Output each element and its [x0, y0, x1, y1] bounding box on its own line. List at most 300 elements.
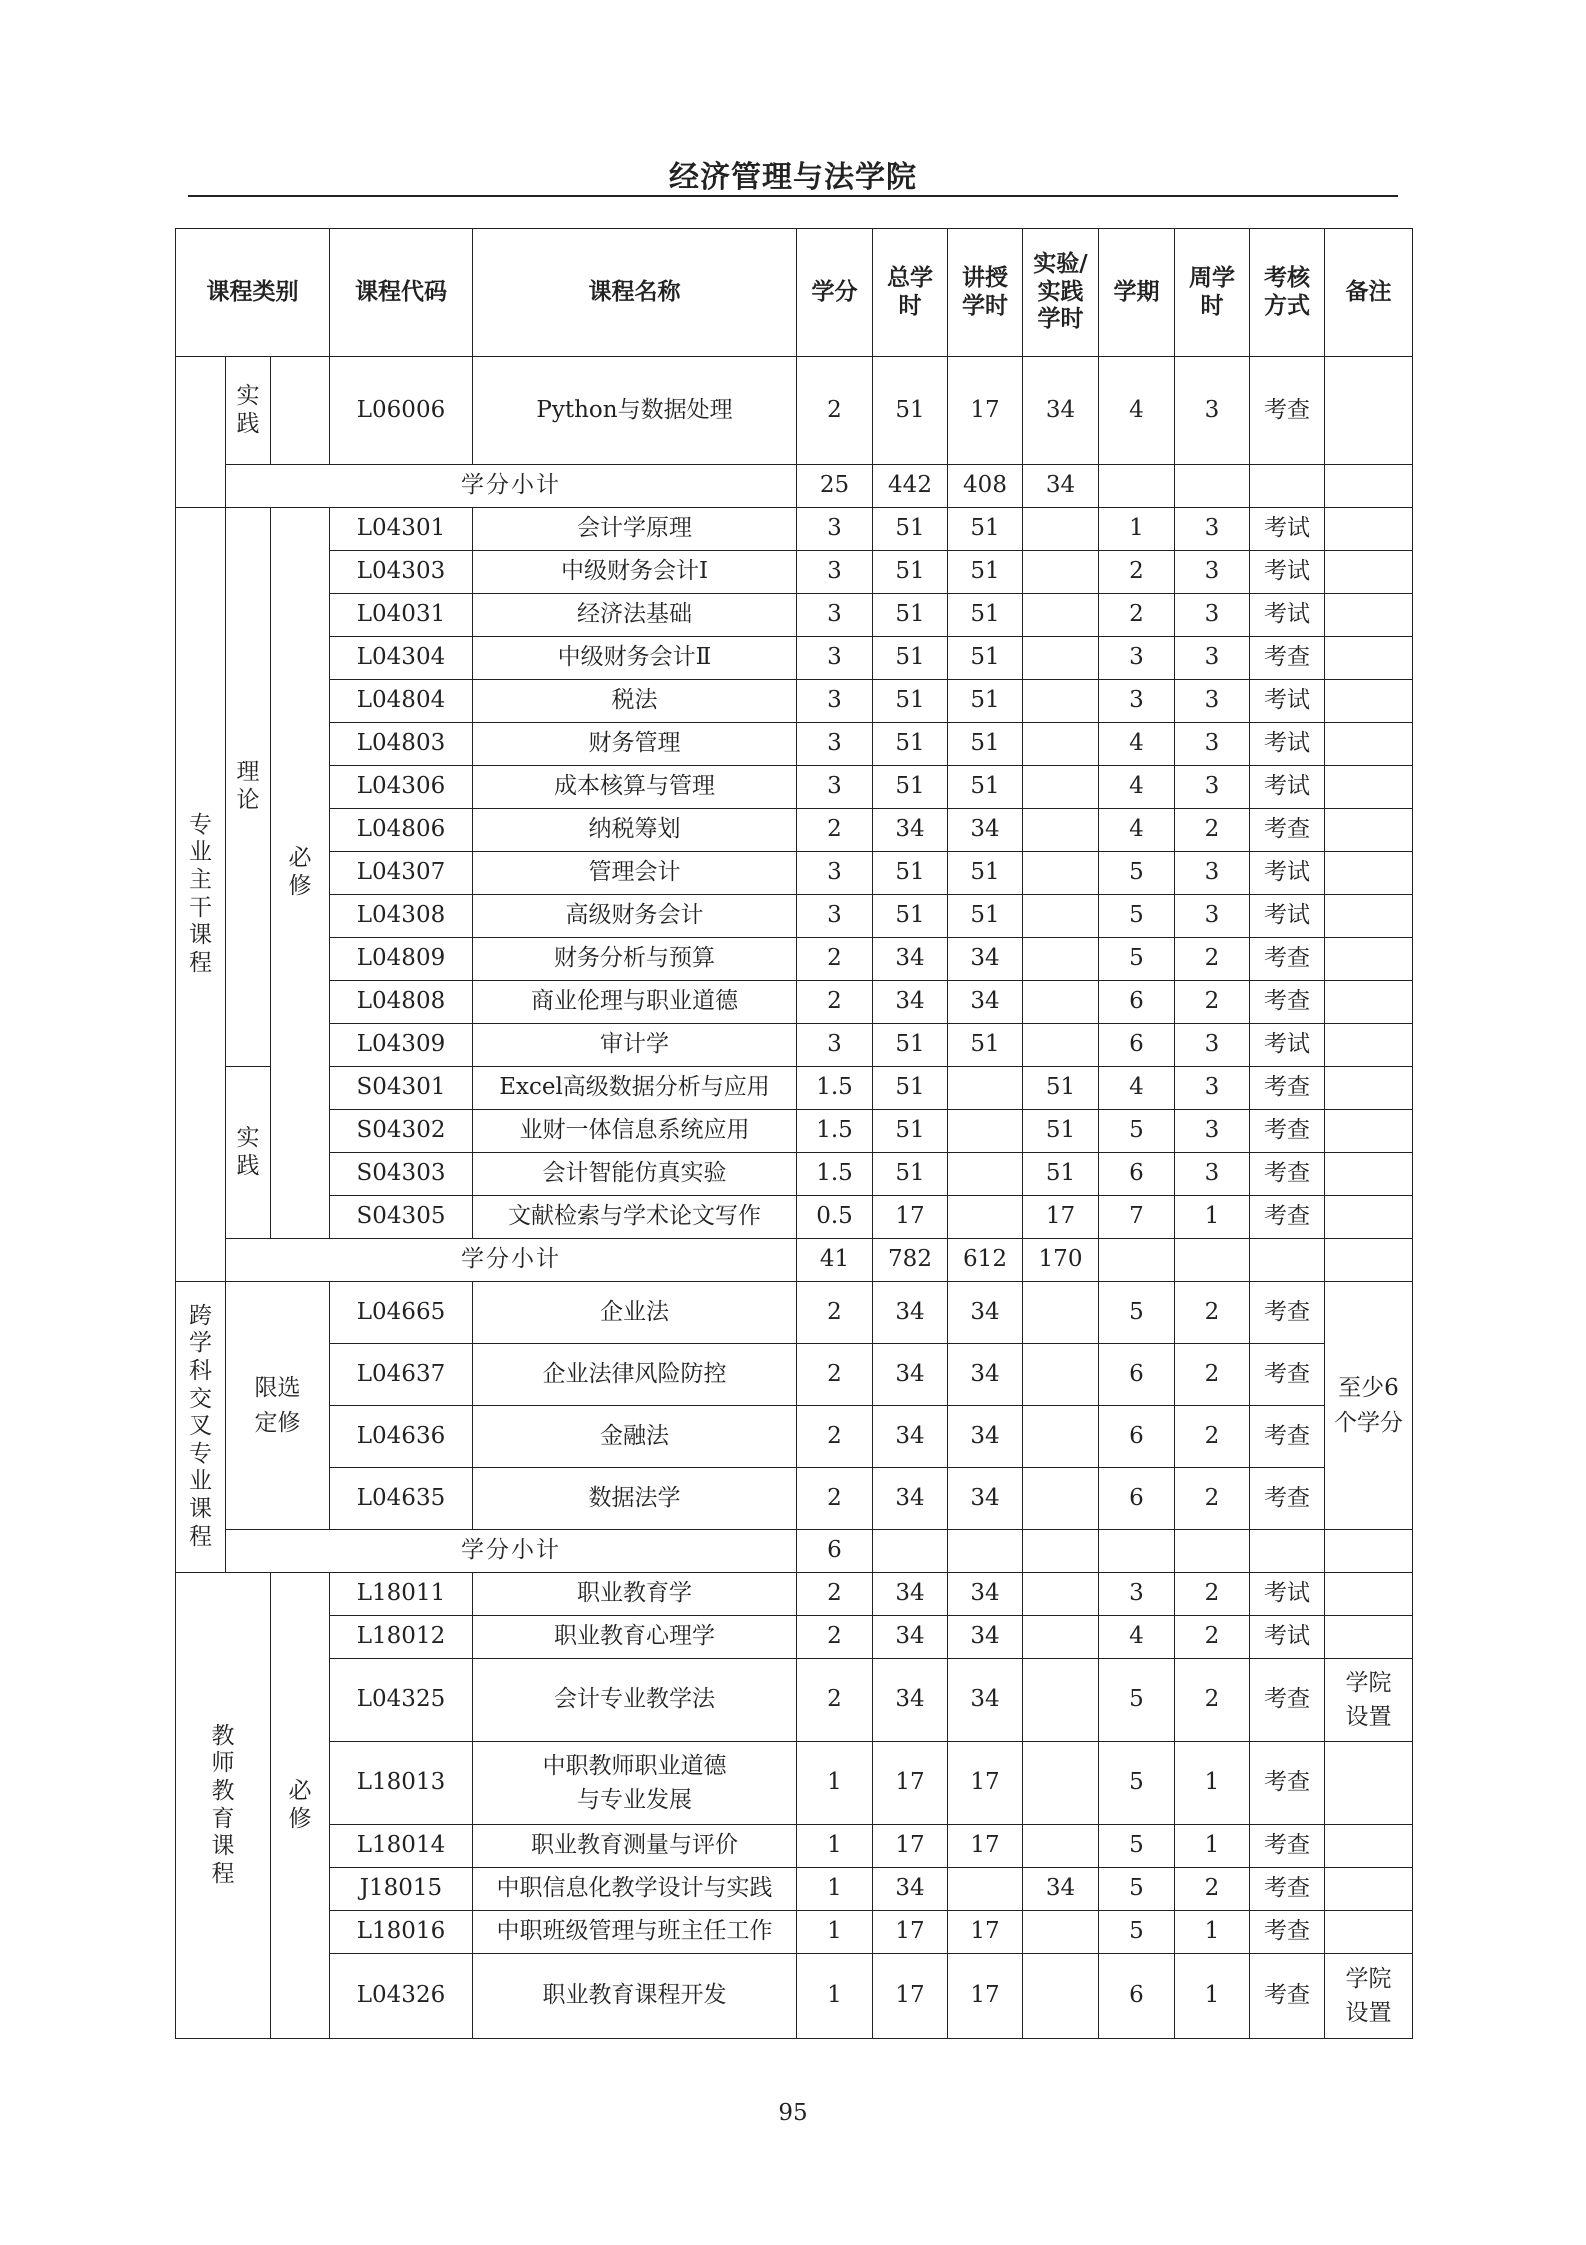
credits: 3 — [797, 637, 873, 680]
weekly-hours: 2 — [1175, 938, 1250, 981]
course-code: L18016 — [330, 1911, 473, 1954]
remark — [1325, 852, 1413, 895]
assessment: 考查 — [1250, 1406, 1325, 1468]
table-row — [176, 1573, 1413, 1616]
credits: 3 — [797, 895, 873, 938]
table-row — [176, 1742, 1413, 1825]
credits: 3 — [797, 508, 873, 551]
lecture-hours: 51 — [948, 551, 1023, 594]
remark — [1325, 1742, 1413, 1825]
course-code: L04635 — [330, 1468, 473, 1530]
practice-hours — [1023, 637, 1099, 680]
subtotal-row — [176, 1530, 1413, 1573]
lecture-hours: 51 — [948, 1024, 1023, 1067]
semester: 2 — [1099, 551, 1175, 594]
practice-hours — [1023, 981, 1099, 1024]
weekly-hours: 1 — [1175, 1825, 1250, 1868]
semester: 5 — [1099, 1868, 1175, 1911]
remark — [1325, 1573, 1413, 1616]
course-name: 财务管理 — [473, 723, 797, 766]
lecture-hours: 34 — [948, 1616, 1023, 1659]
header-category: 课程类别 — [176, 229, 330, 357]
practice-hours — [1023, 723, 1099, 766]
semester: 4 — [1099, 357, 1175, 465]
semester: 6 — [1099, 981, 1175, 1024]
table-row — [176, 1468, 1413, 1530]
weekly-hours: 3 — [1175, 357, 1250, 465]
table-row — [176, 1911, 1413, 1954]
course-name: 成本核算与管理 — [473, 766, 797, 809]
lecture-hours: 34 — [948, 1659, 1023, 1742]
lecture-hours: 51 — [948, 594, 1023, 637]
credits: 1 — [797, 1954, 873, 2039]
practice-hours — [1023, 551, 1099, 594]
weekly-hours: 2 — [1175, 981, 1250, 1024]
weekly-hours: 2 — [1175, 1868, 1250, 1911]
course-code: L18014 — [330, 1825, 473, 1868]
remark-min-credits: 至少6个学分 — [1325, 1282, 1413, 1530]
lecture-hours: 34 — [948, 1344, 1023, 1406]
lecture-hours: 34 — [948, 809, 1023, 852]
practice-hours — [1023, 766, 1099, 809]
course-name: 高级财务会计 — [473, 895, 797, 938]
header-weekly-hours: 周学时 — [1175, 229, 1250, 357]
credits: 1.5 — [797, 1110, 873, 1153]
category-zhuangan: 专业主干课程 — [176, 508, 226, 1282]
total-hours: 51 — [873, 594, 948, 637]
course-code: L04326 — [330, 1954, 473, 2039]
table-row — [176, 1868, 1413, 1911]
credits: 2 — [797, 357, 873, 465]
weekly-hours: 3 — [1175, 723, 1250, 766]
practice-hours — [1023, 1742, 1099, 1825]
table-row — [176, 1067, 1413, 1110]
practice-hours — [1023, 809, 1099, 852]
table-row — [176, 594, 1413, 637]
remark — [1325, 1196, 1413, 1239]
subtotal-credits: 41 — [797, 1239, 873, 1282]
remark — [1325, 981, 1413, 1024]
lecture-hours: 34 — [948, 1468, 1023, 1530]
course-name: Python与数据处理 — [473, 357, 797, 465]
weekly-hours: 3 — [1175, 594, 1250, 637]
credits: 1.5 — [797, 1067, 873, 1110]
table-row — [176, 723, 1413, 766]
assessment: 考查 — [1250, 1825, 1325, 1868]
total-hours: 51 — [873, 1024, 948, 1067]
practice-hours: 34 — [1023, 357, 1099, 465]
course-code: L04306 — [330, 766, 473, 809]
semester: 6 — [1099, 1954, 1175, 2039]
assessment: 考试 — [1250, 1024, 1325, 1067]
total-hours: 17 — [873, 1825, 948, 1868]
course-code: L04637 — [330, 1344, 473, 1406]
weekly-hours: 2 — [1175, 1573, 1250, 1616]
total-hours: 17 — [873, 1196, 948, 1239]
lecture-hours: 17 — [948, 1911, 1023, 1954]
remark — [1325, 508, 1413, 551]
total-hours: 34 — [873, 1868, 948, 1911]
table-row — [176, 508, 1413, 551]
lecture-hours: 51 — [948, 723, 1023, 766]
assessment: 考查 — [1250, 637, 1325, 680]
lecture-hours — [948, 1110, 1023, 1153]
practice-hours: 34 — [1023, 1868, 1099, 1911]
table-row — [176, 680, 1413, 723]
course-table — [175, 228, 1413, 2039]
course-name: 纳税筹划 — [473, 809, 797, 852]
total-hours: 51 — [873, 1067, 948, 1110]
credits: 2 — [797, 938, 873, 981]
course-code: L04301 — [330, 508, 473, 551]
title-rule — [188, 195, 1398, 197]
assessment: 考查 — [1250, 1911, 1325, 1954]
remark — [1325, 895, 1413, 938]
remark — [1325, 766, 1413, 809]
category-blank-cell — [271, 357, 330, 465]
lecture-hours — [948, 1868, 1023, 1911]
weekly-hours: 3 — [1175, 895, 1250, 938]
credits: 2 — [797, 1344, 873, 1406]
semester: 3 — [1099, 680, 1175, 723]
subtotal-lecture: 612 — [948, 1239, 1023, 1282]
lecture-hours: 17 — [948, 1954, 1023, 2039]
table-row — [176, 1616, 1413, 1659]
semester: 6 — [1099, 1406, 1175, 1468]
course-name: 职业教育测量与评价 — [473, 1825, 797, 1868]
assessment: 考试 — [1250, 723, 1325, 766]
course-code: L04307 — [330, 852, 473, 895]
subtotal-total: 782 — [873, 1239, 948, 1282]
course-name: 职业教育课程开发 — [473, 1954, 797, 2039]
table-row — [176, 357, 1413, 465]
table-row — [176, 852, 1413, 895]
semester: 5 — [1099, 938, 1175, 981]
remark — [1325, 1067, 1413, 1110]
course-name: 会计专业教学法 — [473, 1659, 797, 1742]
credits: 3 — [797, 680, 873, 723]
course-code: J18015 — [330, 1868, 473, 1911]
credits: 3 — [797, 852, 873, 895]
practice-hours — [1023, 1825, 1099, 1868]
practice-hours — [1023, 895, 1099, 938]
remark — [1325, 637, 1413, 680]
credits: 3 — [797, 1024, 873, 1067]
assessment: 考查 — [1250, 1153, 1325, 1196]
practice-hours — [1023, 1344, 1099, 1406]
assessment: 考查 — [1250, 1067, 1325, 1110]
assessment: 考试 — [1250, 895, 1325, 938]
category-kuaxueke: 跨学科交叉专业课程 — [176, 1282, 226, 1573]
course-code: L04031 — [330, 594, 473, 637]
semester: 5 — [1099, 1659, 1175, 1742]
subtotal-practice — [1023, 1530, 1099, 1573]
practice-hours — [1023, 1659, 1099, 1742]
total-hours: 34 — [873, 1616, 948, 1659]
credits: 2 — [797, 1282, 873, 1344]
course-name: 审计学 — [473, 1024, 797, 1067]
practice-hours — [1023, 1616, 1099, 1659]
assessment: 考试 — [1250, 766, 1325, 809]
assessment: 考试 — [1250, 508, 1325, 551]
course-name: 企业法 — [473, 1282, 797, 1344]
header-practice-hours: 实验/实践学时 — [1023, 229, 1099, 357]
assessment: 考试 — [1250, 852, 1325, 895]
weekly-hours: 2 — [1175, 1282, 1250, 1344]
assessment: 考试 — [1250, 594, 1325, 637]
credits: 2 — [797, 1573, 873, 1616]
total-hours: 51 — [873, 680, 948, 723]
course-code: S04305 — [330, 1196, 473, 1239]
practice-hours — [1023, 1468, 1099, 1530]
weekly-hours: 3 — [1175, 1067, 1250, 1110]
weekly-hours: 1 — [1175, 1911, 1250, 1954]
remark — [1325, 1868, 1413, 1911]
subtotal-row — [176, 465, 1413, 508]
credits: 2 — [797, 1659, 873, 1742]
table-row — [176, 1825, 1413, 1868]
course-name: 中级财务会计Ⅰ — [473, 551, 797, 594]
course-name: 文献检索与学术论文写作 — [473, 1196, 797, 1239]
semester: 7 — [1099, 1196, 1175, 1239]
weekly-hours: 2 — [1175, 1616, 1250, 1659]
course-code: L04325 — [330, 1659, 473, 1742]
total-hours: 34 — [873, 1573, 948, 1616]
table-row — [176, 1024, 1413, 1067]
header-lecture-hours: 讲授学时 — [948, 229, 1023, 357]
lecture-hours: 51 — [948, 852, 1023, 895]
total-hours: 34 — [873, 1659, 948, 1742]
course-code: L06006 — [330, 357, 473, 465]
table-row — [176, 938, 1413, 981]
semester: 5 — [1099, 1742, 1175, 1825]
total-hours: 51 — [873, 357, 948, 465]
practice-hours — [1023, 1573, 1099, 1616]
credits: 2 — [797, 1616, 873, 1659]
total-hours: 17 — [873, 1742, 948, 1825]
weekly-hours: 3 — [1175, 637, 1250, 680]
weekly-hours: 3 — [1175, 766, 1250, 809]
course-name: 经济法基础 — [473, 594, 797, 637]
semester: 4 — [1099, 723, 1175, 766]
semester: 3 — [1099, 637, 1175, 680]
assessment: 考查 — [1250, 1954, 1325, 2039]
remark — [1325, 938, 1413, 981]
course-name: 税法 — [473, 680, 797, 723]
credits: 3 — [797, 594, 873, 637]
course-name: 中级财务会计Ⅱ — [473, 637, 797, 680]
category-shijian: 实践 — [226, 357, 271, 465]
weekly-hours: 2 — [1175, 1468, 1250, 1530]
course-name: 数据法学 — [473, 1468, 797, 1530]
semester: 4 — [1099, 1616, 1175, 1659]
semester: 5 — [1099, 1911, 1175, 1954]
course-name: 中职教师职业道德与专业发展 — [473, 1742, 797, 1825]
credits: 1.5 — [797, 1153, 873, 1196]
course-name: 会计智能仿真实验 — [473, 1153, 797, 1196]
total-hours: 51 — [873, 895, 948, 938]
weekly-hours: 1 — [1175, 1196, 1250, 1239]
lecture-hours: 34 — [948, 1282, 1023, 1344]
lecture-hours: 34 — [948, 938, 1023, 981]
course-code: L04808 — [330, 981, 473, 1024]
course-name: 财务分析与预算 — [473, 938, 797, 981]
semester: 5 — [1099, 895, 1175, 938]
total-hours: 34 — [873, 1282, 948, 1344]
header-assessment: 考核方式 — [1250, 229, 1325, 357]
practice-hours: 17 — [1023, 1196, 1099, 1239]
practice-hours — [1023, 1282, 1099, 1344]
semester: 2 — [1099, 594, 1175, 637]
lecture-hours: 51 — [948, 637, 1023, 680]
semester: 5 — [1099, 852, 1175, 895]
semester: 5 — [1099, 1282, 1175, 1344]
weekly-hours: 3 — [1175, 680, 1250, 723]
total-hours: 34 — [873, 1468, 948, 1530]
assessment: 考查 — [1250, 1868, 1325, 1911]
weekly-hours: 2 — [1175, 1406, 1250, 1468]
table-row — [176, 766, 1413, 809]
subtotal-credits: 6 — [797, 1530, 873, 1573]
subtotal-lecture: 408 — [948, 465, 1023, 508]
lecture-hours: 34 — [948, 1573, 1023, 1616]
credits: 2 — [797, 1468, 873, 1530]
total-hours: 17 — [873, 1954, 948, 2039]
course-code: L18012 — [330, 1616, 473, 1659]
credits: 2 — [797, 981, 873, 1024]
assessment: 考查 — [1250, 357, 1325, 465]
subtotal-practice: 34 — [1023, 465, 1099, 508]
semester: 3 — [1099, 1573, 1175, 1616]
assessment: 考试 — [1250, 1616, 1325, 1659]
course-code: L04665 — [330, 1282, 473, 1344]
credits: 0.5 — [797, 1196, 873, 1239]
course-name: 中职信息化教学设计与实践 — [473, 1868, 797, 1911]
course-code: L04303 — [330, 551, 473, 594]
remark: 学院设置 — [1325, 1659, 1413, 1742]
table-row — [176, 637, 1413, 680]
remark — [1325, 680, 1413, 723]
category-jiaoshi: 教师教育课程 — [176, 1573, 271, 2039]
lecture-hours: 34 — [948, 981, 1023, 1024]
weekly-hours: 3 — [1175, 1153, 1250, 1196]
header-remarks: 备注 — [1325, 229, 1413, 357]
assessment: 考试 — [1250, 551, 1325, 594]
total-hours: 51 — [873, 723, 948, 766]
lecture-hours: 51 — [948, 766, 1023, 809]
weekly-hours: 3 — [1175, 1024, 1250, 1067]
semester: 4 — [1099, 809, 1175, 852]
total-hours: 34 — [873, 1344, 948, 1406]
table-row — [176, 895, 1413, 938]
remark — [1325, 723, 1413, 766]
total-hours: 51 — [873, 551, 948, 594]
practice-hours — [1023, 1954, 1099, 2039]
table-row — [176, 1954, 1413, 2039]
semester: 6 — [1099, 1468, 1175, 1530]
category-lilun: 理论 — [226, 508, 271, 1067]
course-code: L04308 — [330, 895, 473, 938]
remark — [1325, 1616, 1413, 1659]
weekly-hours: 1 — [1175, 1742, 1250, 1825]
course-code: L04803 — [330, 723, 473, 766]
total-hours: 51 — [873, 637, 948, 680]
total-hours: 51 — [873, 1110, 948, 1153]
weekly-hours: 3 — [1175, 508, 1250, 551]
practice-hours — [1023, 852, 1099, 895]
total-hours: 34 — [873, 981, 948, 1024]
lecture-hours: 34 — [948, 1406, 1023, 1468]
course-name: 商业伦理与职业道德 — [473, 981, 797, 1024]
remark — [1325, 551, 1413, 594]
course-name: 职业教育心理学 — [473, 1616, 797, 1659]
assessment: 考试 — [1250, 680, 1325, 723]
course-code: L04804 — [330, 680, 473, 723]
credits: 1 — [797, 1825, 873, 1868]
credits: 1 — [797, 1742, 873, 1825]
course-name: 职业教育学 — [473, 1573, 797, 1616]
table-row — [176, 551, 1413, 594]
course-code: L04304 — [330, 637, 473, 680]
assessment: 考查 — [1250, 1196, 1325, 1239]
subtotal-practice: 170 — [1023, 1239, 1099, 1282]
table-row — [176, 1153, 1413, 1196]
weekly-hours: 2 — [1175, 809, 1250, 852]
assessment: 考查 — [1250, 938, 1325, 981]
practice-hours: 51 — [1023, 1110, 1099, 1153]
total-hours: 51 — [873, 508, 948, 551]
subtotal-row — [176, 1239, 1413, 1282]
practice-hours — [1023, 1406, 1099, 1468]
assessment: 考试 — [1250, 1573, 1325, 1616]
header-credits: 学分 — [797, 229, 873, 357]
category-cell-blank — [176, 357, 226, 508]
category-bixiu-2: 必修 — [271, 1573, 330, 2039]
practice-hours — [1023, 1024, 1099, 1067]
lecture-hours — [948, 1153, 1023, 1196]
assessment: 考查 — [1250, 1282, 1325, 1344]
credits: 3 — [797, 766, 873, 809]
subtotal-label: 学分小计 — [226, 465, 797, 508]
course-code: L04309 — [330, 1024, 473, 1067]
weekly-hours: 3 — [1175, 852, 1250, 895]
remark — [1325, 1110, 1413, 1153]
weekly-hours: 3 — [1175, 551, 1250, 594]
semester: 5 — [1099, 1110, 1175, 1153]
practice-hours — [1023, 938, 1099, 981]
remark — [1325, 357, 1413, 465]
credits: 1 — [797, 1911, 873, 1954]
remark — [1325, 1024, 1413, 1067]
assessment: 考查 — [1250, 1659, 1325, 1742]
lecture-hours: 51 — [948, 680, 1023, 723]
practice-hours: 51 — [1023, 1067, 1099, 1110]
remark — [1325, 809, 1413, 852]
table-row — [176, 1196, 1413, 1239]
semester: 4 — [1099, 1067, 1175, 1110]
semester: 5 — [1099, 1825, 1175, 1868]
credits: 2 — [797, 1406, 873, 1468]
semester: 4 — [1099, 766, 1175, 809]
header-name: 课程名称 — [473, 229, 797, 357]
subtotal-credits: 25 — [797, 465, 873, 508]
assessment: 考查 — [1250, 1468, 1325, 1530]
table-row — [176, 1406, 1413, 1468]
remark — [1325, 1153, 1413, 1196]
table-row — [176, 1659, 1413, 1742]
semester: 1 — [1099, 508, 1175, 551]
header-semester: 学期 — [1099, 229, 1175, 357]
